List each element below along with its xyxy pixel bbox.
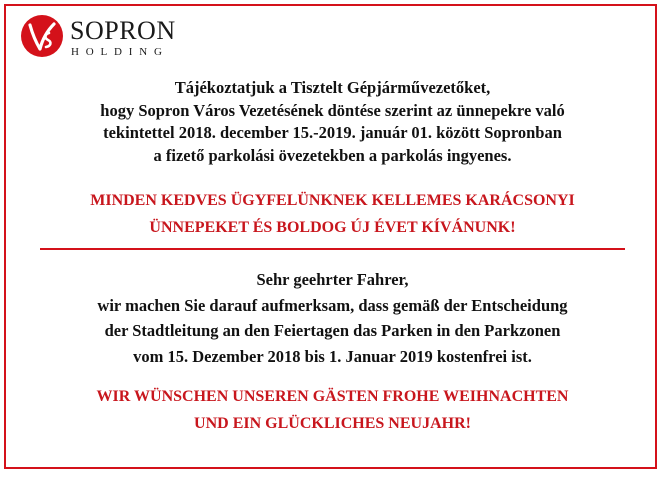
greeting-line: MINDEN KEDVES ÜGYFELÜNKNEK KELLEMES KARÁCSONYI [90,192,575,209]
hungarian-holiday-greeting [40,188,625,241]
sopron-holding-logo-icon [20,14,64,58]
company-logo [20,14,180,62]
logo-wordmark: SOPRON [70,16,176,45]
greeting-line: ÜNNEPEKET ÉS BOLDOG ÚJ ÉVET KÍVÁNUNK! [149,218,516,236]
section-divider [40,248,625,250]
notice-line: vom 15. Dezember 2018 bis 1. Januar 2019 kostenfrei ist. [133,346,532,366]
german-parking-notice [40,267,625,369]
hungarian-parking-notice [40,77,625,167]
notice-line: a fizető parkolási övezetekben a parkolás ingyenes. [153,145,512,165]
logo-subtitle: HOLDING [71,46,169,58]
notice-line: Sehr geehrter Fahrer, [256,270,409,289]
greeting-line: UND EIN GLÜCKLICHES NEUJAHR! [194,415,471,432]
german-holiday-greeting [40,383,625,437]
notice-line: wir machen Sie darauf aufmerksam, dass gemäß der Entscheidung [97,295,568,315]
greeting-line: WIR WÜNSCHEN UNSEREN GÄSTEN FROHE WEIHNACHTEN [96,388,569,405]
notice-line: der Stadtleitung an den Feiertagen das Parken in den Parkzonen [104,321,561,341]
notice-line: tekintettel 2018. december 15.-2019. január 01. között Sopronban [103,123,562,143]
notice-line: hogy Sopron Város Vezetésének döntése szerint az ünnepekre való [100,100,565,120]
notice-line: Tájékoztatjuk a Tisztelt Gépjárművezetőket, [174,78,491,97]
